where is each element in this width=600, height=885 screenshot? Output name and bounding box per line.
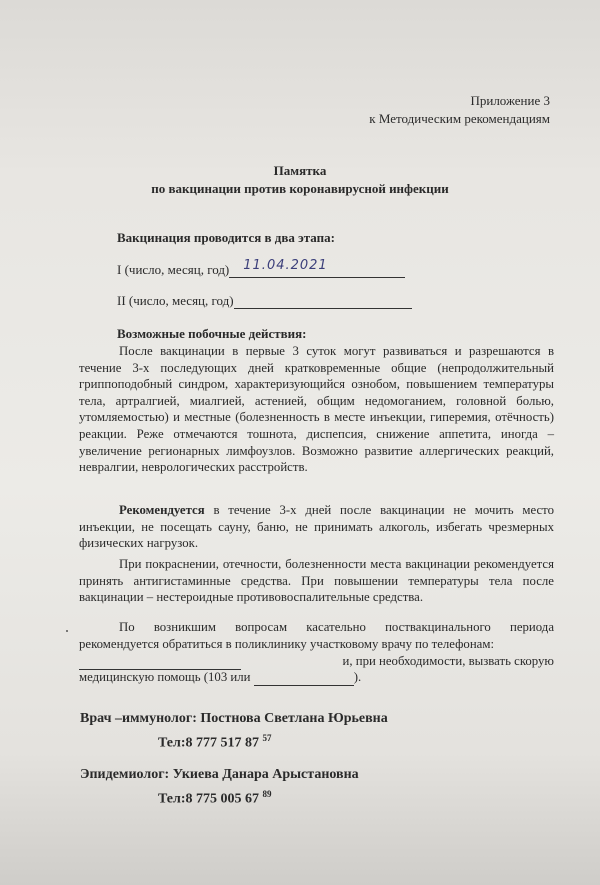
contact-text: По возникшим вопросам касательно поствакцинального периода рекомендуется обратиться в поликлинику участковому врачу по телефонам: [79, 620, 554, 651]
paper-speck [66, 630, 68, 632]
stage1-row [117, 258, 405, 278]
title-subtitle: по вакцинации против коронавирусной инфекции [151, 181, 449, 196]
side-effects-heading: Возможные побочные действия: [117, 326, 307, 341]
stage1-blank [229, 258, 405, 278]
immunologist-name: Врач –иммунолог: Постнова Светлана Юрьевна [80, 711, 388, 726]
epidemiologist-phone-end: 89 [262, 789, 272, 799]
epidemiologist-phone-number: Тел:8 775 005 67 [158, 791, 260, 807]
stage1-handwritten-date: 11.04.2021 [243, 258, 328, 273]
phone-blank [79, 656, 241, 670]
immunologist-phone-end: 57 [262, 733, 272, 743]
title-main: Памятка [273, 163, 327, 178]
recommend-paragraph [79, 502, 554, 552]
appendix-source: к Методическим рекомендациям [369, 111, 550, 126]
ambulance-close: ). [353, 670, 362, 684]
stage2-blank [234, 294, 412, 309]
antihistamine-paragraph: При покраснении, отечности, болезненности места вакцинации рекомендуется принять антигистаминные средства. При повышении температуры тела после вакцинации – нестероидные противовоспалительные средства. [79, 557, 554, 605]
ambulance-blank [254, 673, 354, 686]
stage2-label: II (число, месяц, год) [117, 293, 234, 308]
ambulance-text: медицинскую помощь (103 или [79, 670, 251, 684]
appendix-reference [369, 92, 550, 128]
stage2-row [117, 293, 412, 309]
side-effects-text: После вакцинации в первые 3 суток могут развиваться и разрешаются в течение 3-х последующих дней кратковременные общие (непродолжительный гриппоподобный синдром, характеризующийся ознобом, повышением температуры тела, артралгией, миалгией, астенией, общим недомоганием, головной болью, утомляемостью) и местные (болезненность в месте инъекции, гиперемия, отёчность) реакции. Реже отмечаются тошнота, диспепсия, снижение аппетита, иногда – увеличение регионарных лимфоузлов. Возможно развитие аллергических реакций, невралгии, неврологических расстройств. [79, 344, 554, 475]
epidemiologist-name: Эпидемиолог: Укиева Данара Арыстановна [80, 767, 359, 782]
contact-line-2 [79, 653, 554, 670]
recommend-bold: Рекомендуется [119, 503, 205, 517]
epidemiologist-phone [158, 789, 272, 808]
stages-heading: Вакцинация проводится в два этапа: [117, 230, 335, 245]
contact-call-text: и, при необходимости, вызвать скорую [342, 654, 554, 668]
immunologist-phone [158, 733, 272, 752]
immunologist-phone-number: Тел:8 777 517 87 [158, 735, 260, 751]
appendix-number: Приложение 3 [470, 93, 550, 108]
stage1-label: I (число, месяц, год) [117, 262, 230, 277]
recommend-text: в течение 3-х дней после вакцинации не мочить место инъекции, не посещать сауну, баню, не принимать алкоголь, избегать чрезмерных физических нагрузок. [79, 503, 554, 551]
contact-paragraph [79, 619, 554, 652]
document-title [0, 162, 600, 198]
contact-line-3 [79, 669, 554, 686]
